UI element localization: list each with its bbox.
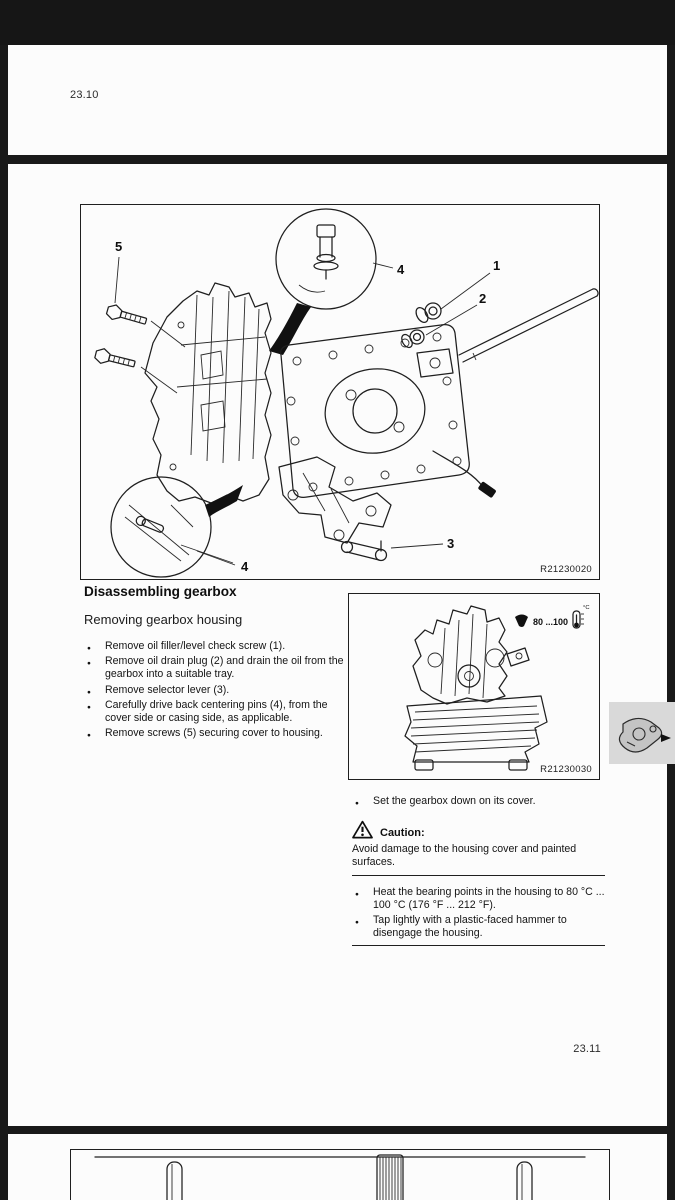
section-rule (352, 875, 605, 876)
sensor-cable (433, 451, 497, 498)
instruction-item: ● Remove oil filler/level check screw (1). (84, 640, 346, 653)
figure-heating-housing (348, 593, 600, 780)
splined-shaft (377, 1155, 403, 1200)
gearbox-housing (281, 325, 470, 498)
shafts-drawing (71, 1150, 609, 1200)
next-page-strip (8, 1134, 667, 1200)
shaft-rod-left (167, 1162, 182, 1200)
temperature-unit-label: °C (583, 605, 590, 611)
callout-2: 2 (479, 291, 487, 306)
instruction-item: ● Tap lightly with a plastic-faced hammer to disengage the housing. (352, 914, 605, 940)
section-subheading: Removing gearbox housing (84, 612, 243, 627)
figure-gearbox-exploded (80, 204, 600, 580)
oil-filler-screw (414, 303, 441, 324)
temperature-range-label: 80 ...100 (533, 617, 569, 627)
callout-3: 3 (447, 536, 455, 551)
gearbox-exploded-drawing (81, 205, 599, 578)
page-number-current: 23.11 (573, 1043, 601, 1055)
procedure-column (352, 795, 605, 946)
callout-1: 1 (493, 258, 501, 273)
preview-thumbnail[interactable] (609, 702, 675, 764)
manual-page (8, 164, 667, 1126)
mount-bracket (279, 457, 391, 543)
previous-page-strip (8, 45, 667, 155)
callout-4-bottom: 4 (241, 559, 249, 574)
instruction-item: ● Set the gearbox down on its cover. (352, 795, 605, 808)
instruction-item: ● Remove selector lever (3). (84, 684, 346, 697)
page-number-previous: 23.10 (70, 89, 99, 101)
section-rule (352, 945, 605, 946)
detail-circle-top (269, 209, 376, 355)
gearbox-upright-drawing (405, 606, 547, 770)
figure-ref-label: R21230020 (540, 564, 592, 575)
pointer-wedge-top (269, 303, 311, 355)
warning-triangle-icon (352, 820, 373, 839)
thumbnail-part-drawing (609, 702, 675, 764)
caution-header (352, 820, 605, 839)
callout-5: 5 (115, 239, 123, 254)
pointer-wedge-bottom (205, 485, 243, 517)
detail-circle-bottom (111, 477, 243, 577)
figure-ref-label: R21230030 (540, 764, 592, 775)
instruction-item: ● Remove screws (5) securing cover to housing. (84, 727, 346, 740)
gearbox-cover (145, 283, 271, 503)
instruction-list (84, 640, 346, 742)
heat-icon (515, 615, 528, 628)
caution-text: Avoid damage to the housing cover and painted surfaces. (352, 843, 577, 869)
selector-lever (342, 541, 387, 561)
section-heading: Disassembling gearbox (84, 584, 237, 599)
instruction-item: ● Remove oil drain plug (2) and drain the oil from the gearbox into a suitable tray. (84, 655, 346, 681)
thermometer-icon (573, 611, 584, 628)
callout-4-top: 4 (397, 262, 405, 277)
heating-drawing (349, 594, 598, 778)
screw-bolt-2 (94, 347, 136, 371)
screw-bolt-1 (105, 303, 148, 328)
shaft-rod-right (517, 1162, 532, 1200)
instruction-item: ● Heat the bearing points in the housing to 80 °C ... 100 °C (176 °F ... 212 °F). (352, 886, 605, 912)
figure-shafts-partial (70, 1149, 610, 1200)
instruction-list (352, 886, 605, 941)
top-black-bar (0, 0, 675, 45)
instruction-item: ● Carefully drive back centering pins (4), from the cover side or casing side, as applicable. (84, 699, 346, 725)
caution-title: Caution: (380, 827, 425, 840)
